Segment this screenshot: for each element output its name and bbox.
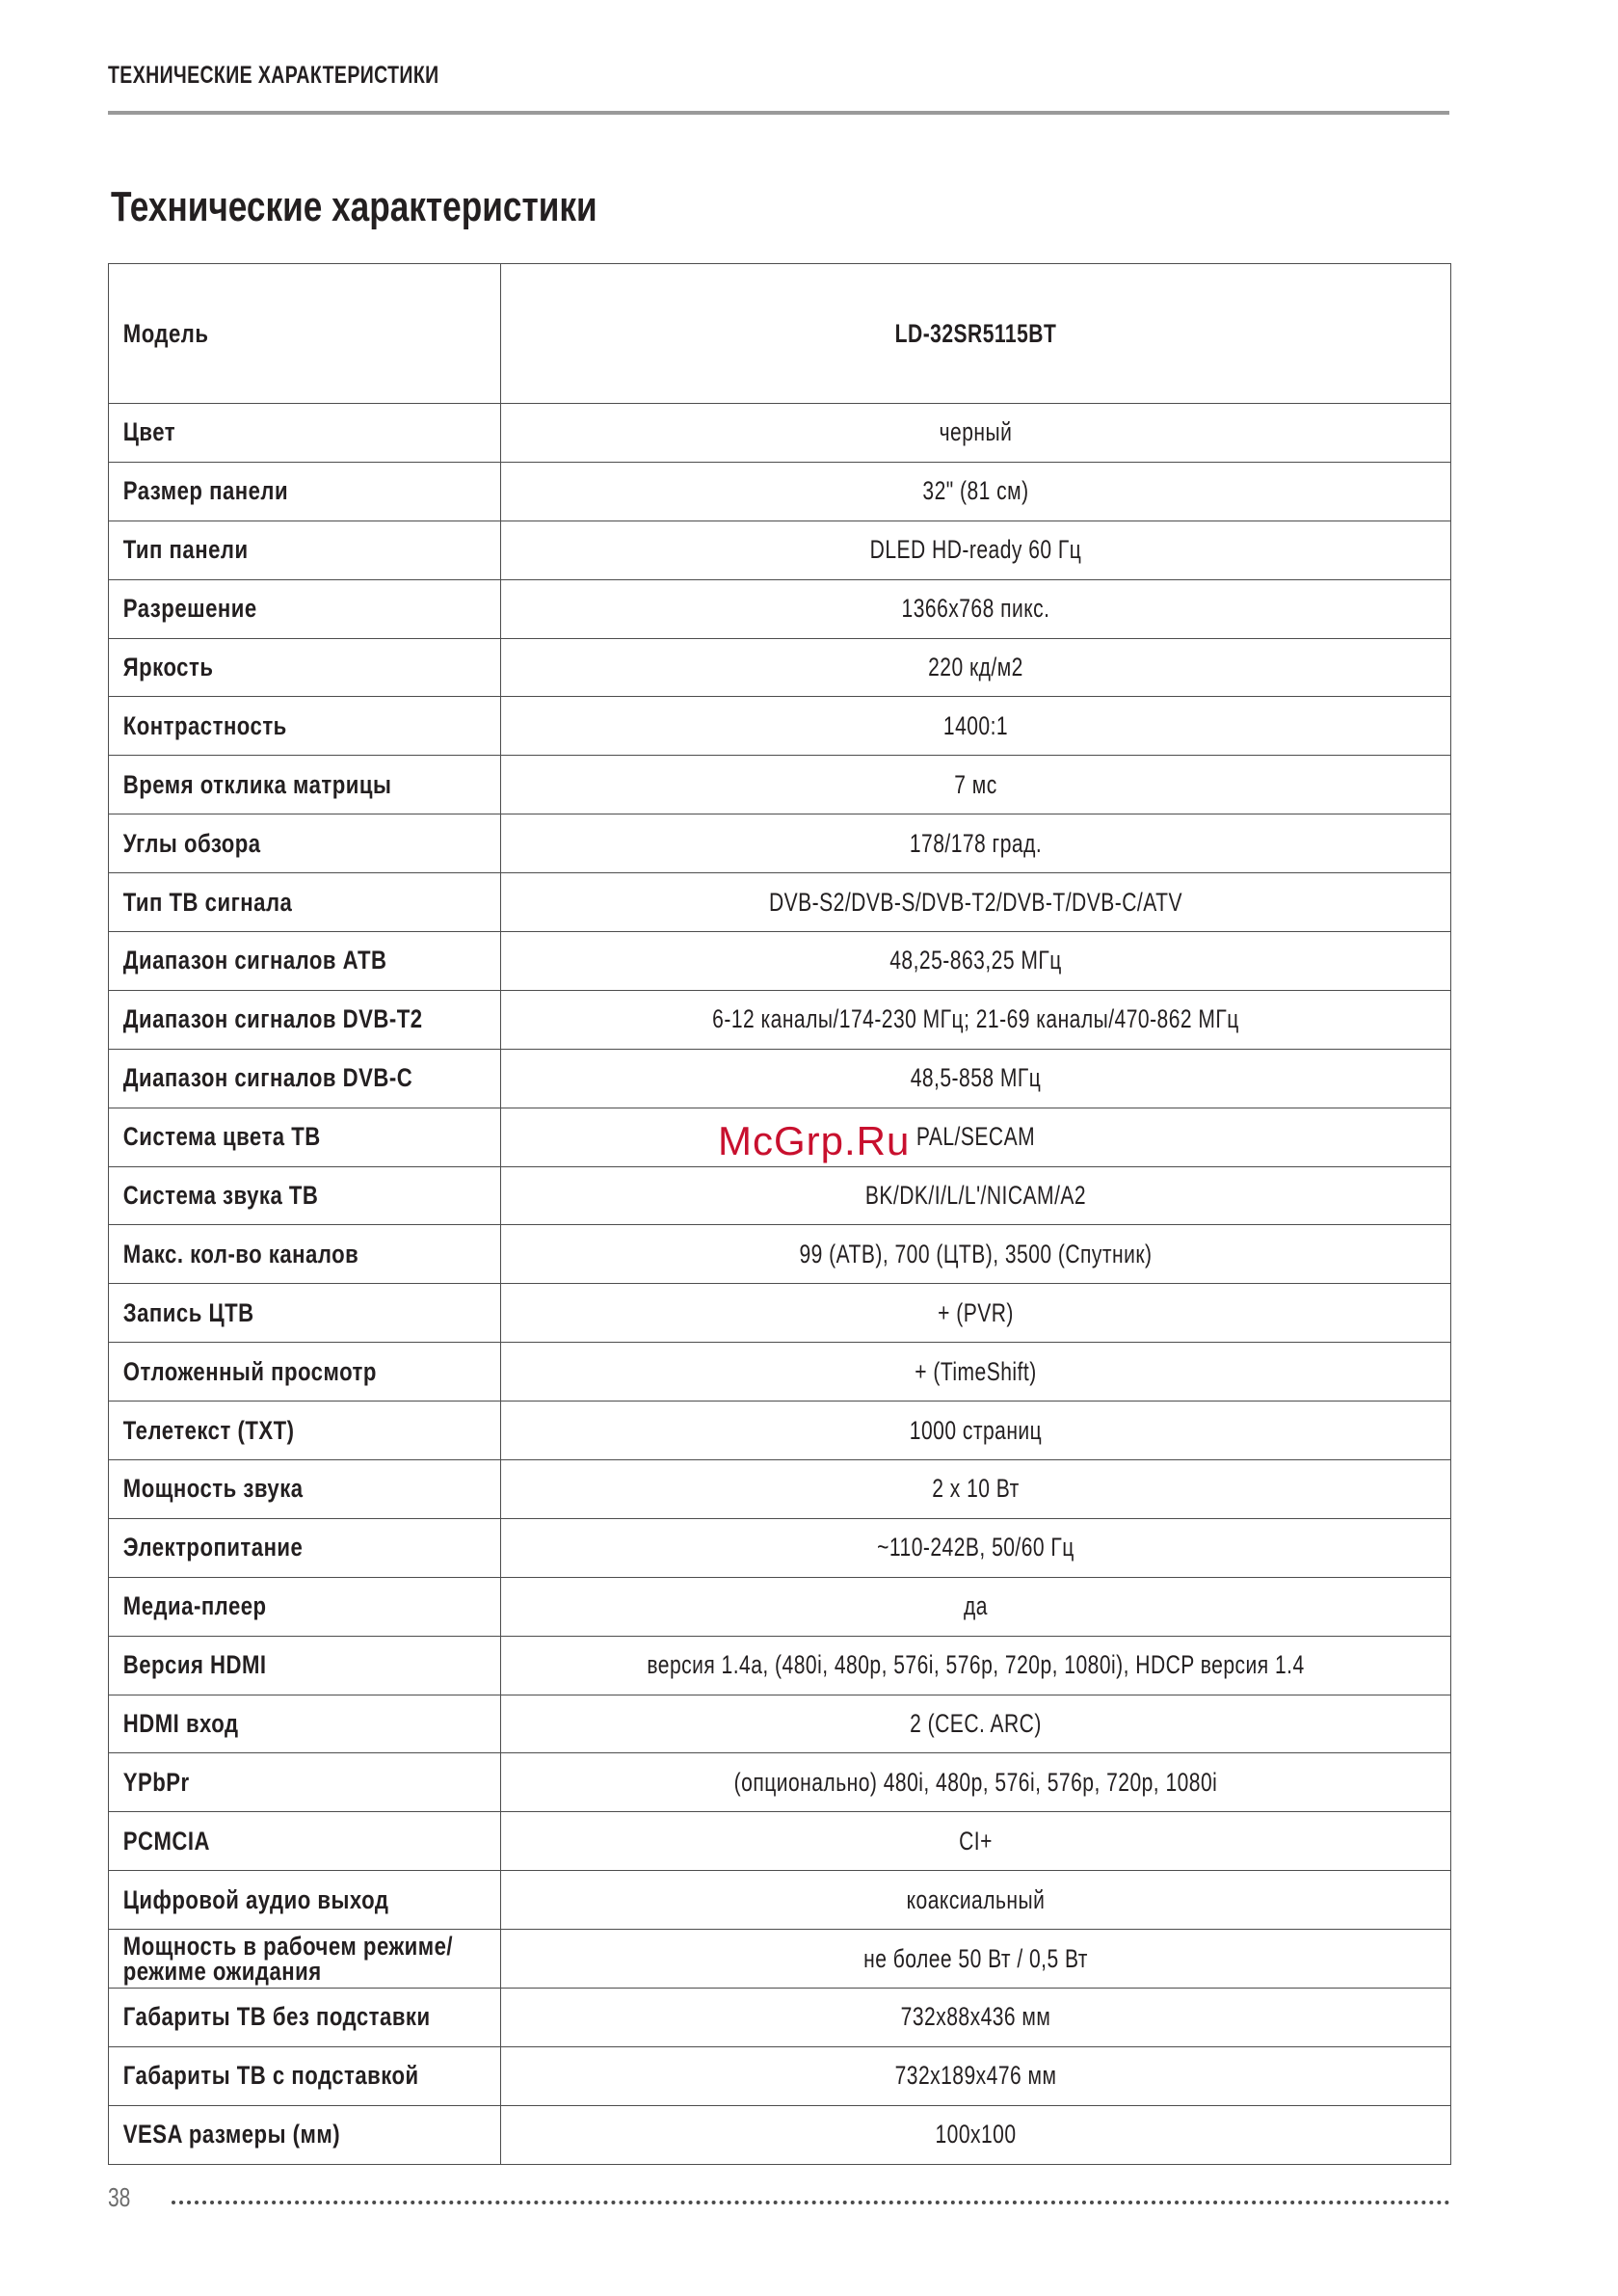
- row-value: 220 кд/м2: [928, 653, 1023, 681]
- table-row: [109, 1460, 1451, 1519]
- table-row: [109, 404, 1451, 463]
- page-number: 38: [108, 2182, 131, 2212]
- table-row: [109, 1871, 1451, 1930]
- watermark: McGrp.Ru: [718, 1118, 911, 1163]
- model-label: Модель: [122, 318, 209, 348]
- row-label: Телетекст (TXT): [122, 1415, 295, 1445]
- row-label: Система цвета ТВ: [122, 1122, 321, 1152]
- table-row: [109, 521, 1451, 579]
- row-value: 32" (81 см): [922, 476, 1029, 506]
- table-row: [109, 873, 1451, 932]
- row-value: 1366x768 пикс.: [901, 594, 1050, 624]
- table-row: [109, 697, 1451, 756]
- table-row: [109, 638, 1451, 697]
- row-label: Тип панели: [122, 535, 249, 565]
- section-header-title: ТЕХНИЧЕСКИЕ ХАРАКТЕРИСТИКИ: [108, 62, 439, 89]
- row-value: + (PVR): [938, 1297, 1014, 1327]
- table-row: [109, 932, 1451, 991]
- table-row: [109, 1812, 1451, 1871]
- row-label: Диапазон сигналов DVB-T2: [122, 1004, 423, 1034]
- row-label: Время отклика матрицы: [122, 769, 392, 799]
- table-row: [109, 1518, 1451, 1577]
- table-row: [109, 814, 1451, 873]
- table-row: [109, 1225, 1451, 1284]
- model-value: LD-32SR5115BT: [894, 318, 1057, 348]
- table-row: [109, 462, 1451, 521]
- table-header-row: [109, 264, 1451, 404]
- row-value: (опционально) 480i, 480p, 576i, 576p, 720p, 1080i: [733, 1767, 1218, 1797]
- row-value: PAL/SECAM: [915, 1122, 1036, 1152]
- table-row: [109, 1402, 1451, 1460]
- row-label: Диапазон сигналов DVB-C: [122, 1063, 413, 1093]
- row-label: Медиа-плеер: [122, 1591, 267, 1621]
- table-row: [109, 1695, 1451, 1753]
- row-label: Габариты ТВ с подставкой: [122, 2061, 419, 2091]
- table-row: [109, 2105, 1451, 2164]
- row-value: 99 (АТВ), 700 (ЦТВ), 3500 (Спутник): [799, 1239, 1153, 1268]
- table-row: [109, 1343, 1451, 1402]
- row-value: 1400:1: [942, 710, 1009, 740]
- footer-dotted-rule: [172, 2201, 1450, 2204]
- row-value: 178/178 град.: [909, 828, 1043, 858]
- row-label: Яркость: [122, 653, 214, 681]
- table-row: [109, 1577, 1451, 1636]
- row-label: Габариты ТВ без подставки: [122, 2002, 431, 2032]
- row-label: Мощность звука: [122, 1474, 304, 1504]
- row-value: DLED HD-ready 60 Гц: [869, 535, 1082, 565]
- row-value: коаксиальный: [906, 1884, 1046, 1914]
- table-row: [109, 2046, 1451, 2105]
- row-value: CI+: [959, 1826, 993, 1855]
- table-row: [109, 990, 1451, 1049]
- row-value: + (TimeShift): [915, 1356, 1037, 1386]
- header-divider: [108, 111, 1449, 115]
- table-row: [109, 1989, 1451, 2047]
- row-value: 732x88x436 мм: [900, 2002, 1051, 2032]
- row-value: ~110-242В, 50/60 Гц: [877, 1533, 1074, 1562]
- row-label: VESA размеры (мм): [122, 2120, 341, 2149]
- table-row: [109, 1636, 1451, 1695]
- row-label: Углы обзора: [122, 828, 261, 858]
- model-value-cell: [501, 264, 1451, 404]
- table-row: [109, 1284, 1451, 1343]
- row-label: Макс. кол-во каналов: [122, 1239, 359, 1268]
- row-value: 732x189x476 мм: [894, 2061, 1057, 2091]
- row-value: 7 мс: [954, 769, 997, 799]
- table-row: [109, 1108, 1451, 1166]
- table-row: [109, 579, 1451, 638]
- row-value: 48,25-863,25 МГц: [889, 946, 1062, 975]
- row-value: да: [964, 1591, 988, 1621]
- row-value: 6-12 каналы/174-230 МГц; 21-69 каналы/470-862 МГц: [712, 1004, 1239, 1034]
- row-value: 48,5-858 МГц: [910, 1063, 1042, 1093]
- row-label: Разрешение: [122, 594, 257, 624]
- table-row: [109, 1930, 1451, 1989]
- row-label: Система звука ТВ: [122, 1181, 319, 1211]
- row-value: черный: [939, 417, 1013, 447]
- row-value: DVB-S2/DVB-S/DVB-T2/DVB-T/DVB-C/ATV: [768, 887, 1183, 917]
- row-label: Диапазон сигналов АТВ: [122, 946, 387, 975]
- table-row: [109, 1166, 1451, 1225]
- row-label: Цифровой аудио выход: [122, 1884, 389, 1914]
- row-value: версия 1.4a, (480i, 480p, 576i, 576p, 720p, 1080i), HDCP версия 1.4: [647, 1650, 1305, 1680]
- row-value: BK/DK/I/L/L'/NICAM/A2: [864, 1181, 1087, 1211]
- row-label: Мощность в рабочем режиме/ режиме ожидания: [122, 1932, 454, 1987]
- row-value: 1000 страниц: [909, 1415, 1043, 1445]
- page-title: Технические характеристики: [111, 183, 597, 230]
- row-label: YPbPr: [122, 1767, 190, 1797]
- row-label: Отложенный просмотр: [122, 1356, 377, 1386]
- row-label: Контрастность: [122, 710, 287, 740]
- row-label: HDMI вход: [122, 1709, 239, 1739]
- row-label: Электропитание: [122, 1533, 304, 1562]
- table-row: [109, 1049, 1451, 1108]
- row-value: 2 x 10 Вт: [932, 1474, 1020, 1504]
- table-row: [109, 1753, 1451, 1812]
- row-label: Запись ЦТВ: [122, 1297, 254, 1327]
- row-label: PCMCIA: [122, 1826, 211, 1855]
- spec-table: [108, 263, 1451, 2165]
- row-label: Цвет: [122, 417, 176, 447]
- table-row: [109, 756, 1451, 814]
- row-label: Тип ТВ сигнала: [122, 887, 293, 917]
- row-label: Размер панели: [122, 476, 289, 506]
- row-value: не более 50 Вт / 0,5 Вт: [863, 1943, 1088, 1973]
- model-label-cell: [109, 264, 501, 404]
- row-value: 2 (CEC. ARC): [910, 1709, 1042, 1739]
- row-label: Версия HDMI: [122, 1650, 267, 1680]
- row-value: 100x100: [935, 2120, 1017, 2149]
